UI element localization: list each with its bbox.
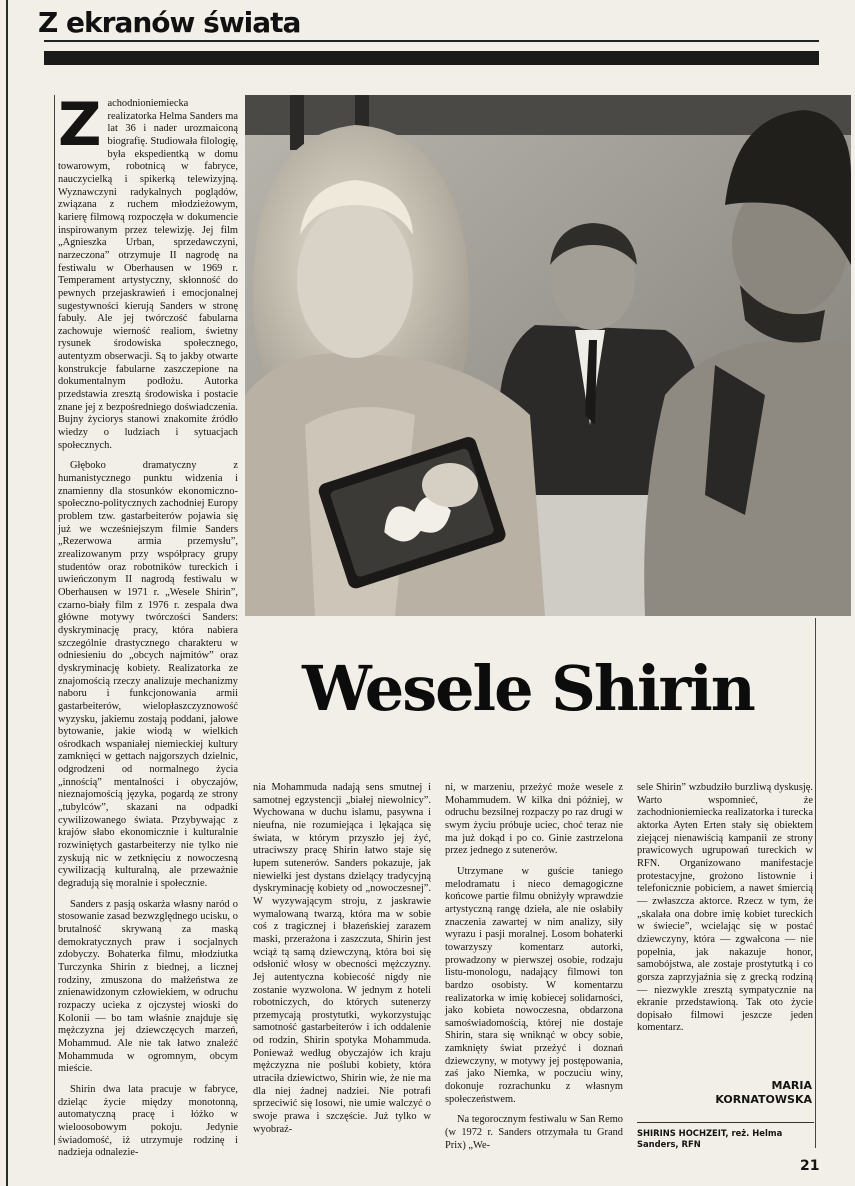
article-title: Wesele Shirin [302,652,754,725]
paragraph: Shirin dwa lata pracuje w fabryce, dzieląc życie między monotonną, automatyczną pracę i łóżko w wieloosobowym pokoju. Jedynie świadomość, iż utrzymuje rodzinę i nadzieja odnalezie- [58,1083,238,1159]
paragraph: Na tegorocznym festiwalu w San Remo (w 1972 r. Sanders otrzymała tu Grand Prix) „We- [445,1114,623,1151]
page-edge-rule [6,0,8,1186]
paragraph: Utrzymane w guście taniego melodramatu i nieco demagogiczne końcowe partie filmu obniżyły wprawdzie artystyczną rangę dzieła, ale nie osłabiły znaczenia zawartej w nim analizy, siły wyrazu i pasji moralnej. Losom bohaterki towarzyszy komentarz autorki, prowadzony w pierwszej osobie, rodzaju listu-monologu, nadający filmowi ton bardzo osobisty. W komentarzu realizatorka w imię kobiecej solidarności, jako kobieta nowoczesna, obdarzona samoświadomością, której nie dostaje Shirin, stara się wniknąć w obcy sobie, zamknięty świat przeżyć i doznań dziewczyny, w motywy jej postępowania, zaś jako Niemka, w poczuciu winy, dokonuje rozrachunku z własnym społeczeństwem. [445,865,623,1105]
paragraph: Sanders z pasją oskarża własny naród o stosowanie zasad bezwzględnego ucisku, o brutalność skrywaną za maską demokratycznych praw i socjalnych zdobyczy. Bohaterka filmu, młodziutka Turczynka Shirin z biednej, a licznej rodziny, zmuszona do małżeństwa ze znienawidzonym człowiekiem, w odruchu rozpaczy ucieka z ojczystej wioski do Kolonii — bo tam właśnie znajduje się mężczyzna jej dziewczęcych marzeń, Mohammud. Ale nie tak łatwo znaleźć Mohammuda w ogromnym, obcym mieście. [58,898,238,1075]
lead-text: achodnioniemiecka realizatorka Helma Sanders ma lat 36 i nader urozmaiconą biografię. Studiowała filologię, była ekspedientką w domu towarowym, robotnicą w fabryce, nauczycielką i spikerką telewizyjną. Wyznawczyni radykalnych poglądów, związana z ruchem młodzieżowym, karierę filmową rozpoczęła w dokumencie inspirowanym przez telewizję. Jej film „Agnieszka Urban, sprzedawczyni, narzeczona” otrzymuje II nagrodę na festiwalu w Oberhausen w 1969 r. Temperament artystyczny, skłonność do pewnych przejaskrawień i emocjonalnej sugestywności kierują Sanders w stronę fabuły. Ale jej twórczość fabularna zachowuje wierność realiom, świetny rysunek środowiska społecznego, autentyzm obserwacji. Są to jakby otwarte konstrukcje fabularne zaszczepione na dokumentalnym podłożu. Autorka przedstawia zresztą środowiska i postacie znane jej z bezpośredniego doświadczenia. Bujny życiorys stanowi znakomite źródło wiedzy o ludziach i sytuacjach społecznych. [58,98,238,451]
photo-illustration [245,95,851,616]
caption-film-title: SHIRINS HOCHZEIT, [637,1128,729,1138]
lead-paragraph [58,90,238,452]
article-column-2 [253,782,431,1136]
article-column-4 [637,782,813,1035]
header-rule [44,40,819,42]
caption-credits: reż. Helma Sanders, RFN [637,1128,783,1149]
film-still-photo [245,95,851,616]
right-column-rule [815,618,816,1148]
header-black-bar [44,51,819,65]
paragraph: sele Shirin” wzbudziło burzliwą dyskusję. Warto wspomnieć, że zachodnioniemiecka realizatorka i turecka aktorka Ayten Erten stały się obiektem ziejącej nienawiścią kampanii ze strony prawicowych ugrupowań tureckich w RFN. Organizowano manifestacje protestacyjne, grożono listownie i telefonicznie pobiciem, a nawet śmiercią — zwłaszcza aktorce. Rzecz w tym, że „skalała ona dobre imię kobiet tureckich w świecie”, wcielając się w postać dziewczyny, która — zgwałcona — nie popełnia, jak nakazuje honor, samobójstwa, ale zostaje prostytutką i co gorsza zaprzyjaźnia się z grecką rodziną — niezwykle zresztą sympatycznie na ekranie przedstawioną. Tak oto życie dopisało filmowi jeszcze jeden komentarz. [637,782,813,1034]
paragraph: Głęboko dramatyczny z humanistycznego punktu widzenia i znamienny dla stosunków ekonomiczno-społeczno-politycznych zachodniej Europy problem tzw. gastarbeiterów pojawia się już we wcześniejszym filmie Sanders „Rezerwowa armia przemysłu”, zrealizowanym przy współpracy grupy studentów oraz robotników tureckich i uwieńczonym II nagrodą festiwalu w Oberhausen w 1971 r. „Wesele Shirin”, czarno-biały film z 1976 r. zespala dwa główne motywy twórczości Sanders: dyskryminację pracy, która nabiera szczególnie drastycznego charakteru w odniesieniu do „obcych najmitów” oraz dyskryminację kobiety. Realizatorka ze znajomością rzeczy analizuje mechanizmy naboru i funkcjonowania armii gastarbeiterów, wielopłaszczyznowość wyzysku, jakiemu zostają poddani, jałowe bytowanie, jakie wiodą w wielkich ośrodkach wspaniałej niemieckiej kultury zamknięci w gettach najgorszych dzielnic, odgrodzeni od normalnego życia „innością” mentalności i obyczajów, nieznajomością języka, pogardą ze strony „tubylców”, skazani na odpadki cywilizowanego świata. Przybywając z krajów słabo ekonomicznie i kulturalnie rozwiniętych gastarbeiterzy nie tylko nie zyskują nic w zetknięciu z nowoczesną cywilizacją kulturalną, ale przeważnie degradują się moralnie i społecznie. [58,460,238,890]
article-column-3 [445,782,623,1152]
paragraph: nia Mohammuda nadają sens smutnej i samotnej egzystencji „białej niewolnicy”. Wychowana w duchu islamu, pasywna i nieufna, nie rozumiejąca i lękająca się świata, w którym przyszło jej żyć, utraciwszy pracę Shirin łatwo staje się łupem sutenerów. Sanders pokazuje, jak niewielki jest dystans dzielący tradycyjną dyskryminację kobiety od „nowoczesnej”. W wyzywającym stroju, z jaskrawie wymalowaną twarzą, która ma w sobie coś z tragicznej i błazeńskiej zarazem maski, przerażona i zaszczuta, Shirin jest wciąż tą samą dziewczyną, która boi się odsłonić włosy w obecności mężczyzny. Jej autentyczna kobiecość nigdy nie zostanie wyzwolona. W jednym z hoteli robotniczych, do których sutenerzy przemycają prostytutki, wykorzystując samotność gastarbeiterów i ich oddalenie od rodzin, Shirin spotyka Mohammuda. Ponieważ według obyczajów ich kraju mężczyzna nie poślubi kobiety, która utraciła dziewictwo, Shirin wie, że nie ma dla niej żadnej nadziei. Nie potrafi sprzeciwić się losowi, nie umie walczyć o swoje prawa i szczęście. Już tylko w wyobraź- [253,782,431,1135]
drop-cap: Z [58,90,102,160]
author-last-name: KORNATOWSKA [715,1093,812,1106]
author-byline [700,1079,812,1107]
paragraph: ni, w marzeniu, przeżyć może wesele z Mohammudem. W kilka dni później, w odruchu bezsilnej rozpaczy po raz drugi w swym życiu próbuje uciec, choć teraz nie ma już dokąd i po co. Ginie zastrzelona przez jednego z sutenerów. [445,782,623,857]
left-column-rule [54,95,55,1145]
page-number: 21 [800,1158,820,1174]
caption-rule [637,1122,814,1123]
author-first-name: MARIA [771,1079,812,1092]
article-column-1 [58,90,238,1160]
section-header: Z ekranów świata [38,6,301,39]
photo-caption [637,1128,814,1150]
